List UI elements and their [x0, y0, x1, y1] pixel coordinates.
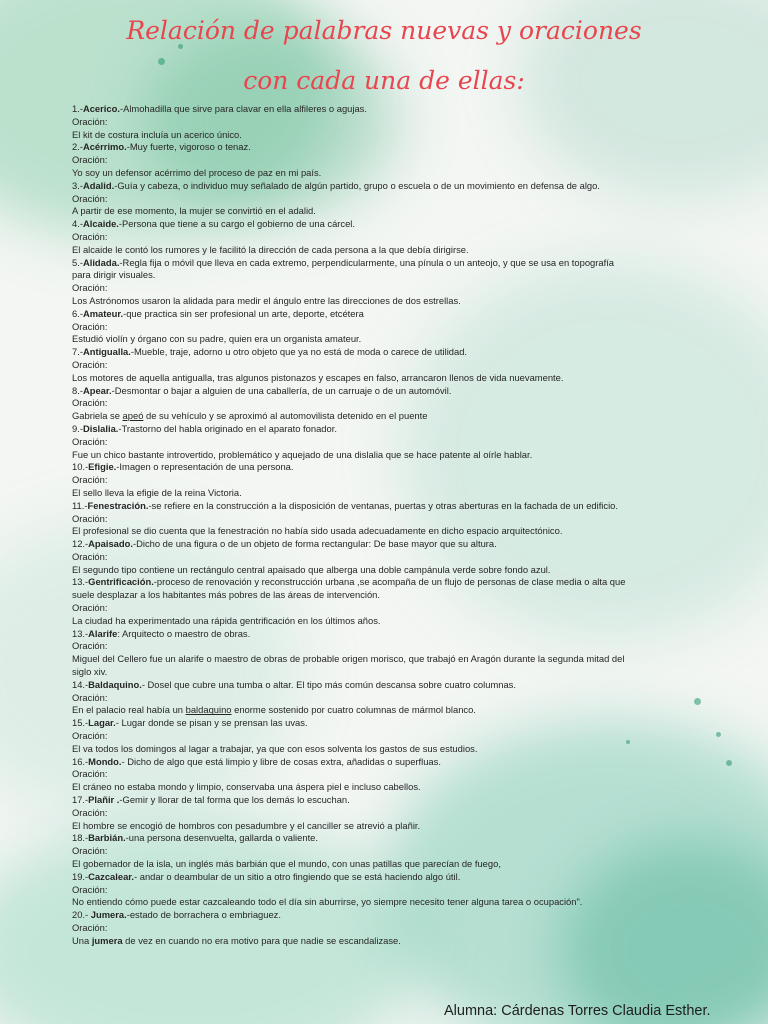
entry-definition	[72, 756, 632, 769]
entry-definition-text: -Desmontar o bajar a alguien de una caballería, de un carruaje o de un automóvil.	[111, 384, 452, 396]
entry-definition	[72, 794, 632, 807]
entry-number: 1.-	[72, 103, 83, 114]
entry-term: Plañir .	[88, 794, 120, 806]
oracion-label: Oración:	[72, 397, 108, 409]
entry-sentence: Fue un chico bastante introvertido, problemático y aquejado de una dislalia que se hace patente al oírle hablar.	[72, 448, 533, 460]
entry-term: Apear.	[82, 384, 112, 396]
entry-number: 6.-	[72, 307, 83, 319]
entry-sentence: Yo soy un defensor acérrimo del proceso de paz en mi país.	[72, 166, 322, 178]
oracion-label: Oración:	[72, 640, 108, 652]
entry-sentence	[72, 704, 632, 717]
entry-sentence: Miguel del Cellero fue un alarife o maestro de obras de probable origen morisco, que trabajó en Aragón durante la segunda mitad del siglo xiv.	[72, 653, 625, 678]
entry-definition	[72, 218, 632, 231]
oracion-label: Oración:	[72, 730, 108, 742]
entry-definition-text: : Arquitecto o maestro de obras.	[117, 627, 251, 639]
entry-definition	[72, 832, 632, 845]
entry-term: Dislalia.	[82, 422, 119, 434]
entry-number: 20.-	[72, 909, 89, 921]
entry-term: Acérrimo.	[82, 141, 127, 153]
entry-number: 5.-	[72, 256, 83, 268]
entry-term: Gentrificación.	[88, 576, 154, 588]
oracion-label: Oración:	[72, 845, 108, 857]
entry-term: Apaisado.	[88, 538, 133, 550]
entry-term: Efigie.	[88, 461, 117, 473]
sentence-part: Una	[72, 934, 92, 946]
entry-definition	[72, 871, 632, 884]
entry-definition-text: -Muy fuerte, vigoroso o tenaz.	[126, 141, 251, 153]
entry-number: 11.-	[72, 499, 88, 511]
oracion-label: Oración:	[72, 435, 108, 447]
entry-term: Antigualla.	[82, 346, 131, 358]
sentence-underlined-word: baldaquino	[185, 704, 232, 716]
entry-definition	[72, 500, 632, 513]
entry-term: Lagar.	[88, 717, 116, 729]
oracion-label: Oración:	[72, 320, 108, 332]
entry-number: 18.-	[72, 832, 89, 844]
entry-sentence: El profesional se dio cuenta que la fenestración no había sido usada adecuadamente en dicho espacio arquitectónico.	[72, 525, 563, 537]
entry-sentence: El kit de costura incluía un acerico único.	[72, 128, 242, 140]
sentence-part: Gabriela se	[72, 410, 123, 422]
entry-term: Jumera.	[88, 909, 127, 921]
entry-number: 7.-	[72, 346, 83, 358]
entry-sentence: El hombre se encogió de hombros con pesadumbre y el canciller se atrevió a plañir.	[72, 819, 421, 831]
entry-definition-text: -una persona desenvuelta, gallarda o valiente.	[125, 832, 318, 844]
entry-term: Alarife	[88, 627, 118, 639]
oracion-label: Oración:	[72, 768, 108, 780]
sentence-part: de su vehículo y se aproximó al automovilista detenido en el puente	[143, 410, 428, 422]
entry-sentence: A partir de ese momento, la mujer se convirtió en el adalid.	[72, 205, 316, 217]
entry-definition-text: -Persona que tiene a su cargo el gobierno de una cárcel.	[118, 218, 355, 230]
entry-definition	[72, 909, 632, 922]
entry-term: Alcaide.	[82, 218, 119, 230]
entry-definition-text: -Almohadilla que sirve para clavar en ella alfileres o agujas.	[119, 103, 367, 114]
entry-definition	[72, 308, 632, 321]
entry-number: 9.-	[72, 422, 83, 434]
oracion-label: Oración:	[72, 474, 108, 486]
entry-term: Adalid.	[82, 179, 115, 191]
entry-definition-text: -Regla fija o móvil que lleva en cada extremo, perpendicularmente, una pínula o un anteojo, y que se usa en topografía para dirigir visuales.	[72, 256, 615, 281]
entry-definition	[72, 180, 632, 193]
oracion-label: Oración:	[72, 550, 108, 562]
oracion-label: Oración:	[72, 282, 108, 294]
oracion-label: Oración:	[72, 806, 108, 818]
word-list	[72, 103, 632, 948]
student-name: Alumna: Cárdenas Torres Claudia Esther.	[444, 1003, 711, 1019]
entry-number: 13.-	[72, 627, 89, 639]
entry-sentence: Estudió violín y órgano con su padre, quien era un organista amateur.	[72, 333, 362, 345]
oracion-label: Oración:	[72, 154, 108, 166]
oracion-label: Oración:	[72, 192, 108, 204]
entry-definition-text: -Guía y cabeza, o individuo muy señalado de algún partido, grupo o escuela o de un movimiento en defensa de algo.	[114, 179, 600, 191]
entry-definition-text: -Trastorno del habla originado en el aparato fonador.	[118, 422, 337, 434]
entry-definition-text: -Gemir y llorar de tal forma que los demás lo escuchan.	[119, 794, 350, 806]
oracion-label: Oración:	[72, 358, 108, 370]
entry-definition-text: - Dosel que cubre una tumba o altar. El tipo más común descansa sobre cuatro columnas.	[141, 678, 516, 690]
entry-definition	[72, 538, 632, 551]
entry-term: Alidada.	[82, 256, 120, 268]
entry-definition-text: -Imagen o representación de una persona.	[116, 461, 294, 473]
entry-sentence: El va todos los domingos al lagar a trabajar, ya que con esos solventa los gastos de sus estudios.	[72, 742, 478, 754]
entry-number: 4.-	[72, 218, 83, 230]
oracion-label: Oración:	[72, 922, 108, 933]
entry-number: 8.-	[72, 384, 83, 396]
entry-number: 2.-	[72, 141, 83, 153]
entry-term: Acerico.	[82, 103, 120, 114]
entry-sentence: El alcaide le contó los rumores y le facilitó la dirección de cada persona a la que debía dirigirse.	[72, 243, 469, 255]
entry-definition-text: -que practica sin ser profesional un arte, deporte, etcétera	[123, 307, 364, 319]
sentence-part: de vez en cuando no era motivo para que nadie se escandalizase.	[122, 934, 401, 946]
oracion-label: Oración:	[72, 883, 108, 895]
entry-definition-text: - Dicho de algo que está limpio y libre de cosas extra, añadidas o superfluas.	[121, 755, 441, 767]
entry-definition-text: -Mueble, traje, adorno u otro objeto que ya no está de moda o carece de utilidad.	[130, 346, 468, 358]
entry-sentence: La ciudad ha experimentado una rápida gentrificación en los últimos años.	[72, 614, 381, 626]
entry-number: 3.-	[72, 179, 83, 191]
entry-sentence: Los motores de aquella antigualla, tras algunos pistonazos y escapes en falso, arrancaron llenos de vida nuevamente.	[72, 371, 564, 383]
oracion-label: Oración:	[72, 230, 108, 242]
entry-definition	[72, 461, 632, 474]
entry-definition	[72, 423, 632, 436]
entry-sentence: Los Astrónomos usaron la alidada para medir el ángulo entre las direcciones de dos estrellas.	[72, 294, 461, 306]
entry-definition	[72, 346, 632, 359]
entry-number: 17.-	[72, 794, 89, 806]
entry-definition	[72, 385, 632, 398]
entry-number: 15.-	[72, 717, 89, 729]
entry-definition-text: - Lugar donde se pisan y se prensan las uvas.	[115, 717, 308, 729]
entry-definition-text: -estado de borrachera o embriaguez.	[126, 909, 281, 921]
entry-definition-text: -se refiere en la construcción a la disposición de ventanas, puertas y otras aberturas en la fachada de un edificio.	[148, 499, 618, 511]
entry-definition	[72, 679, 632, 692]
entry-sentence: No entiendo cómo puede estar cazcaleando todo el día sin aburrirse, yo siempre necesito tener alguna tarea o ocupación".	[72, 896, 583, 908]
oracion-label: Oración:	[72, 691, 108, 703]
entry-number: 14.-	[72, 678, 89, 690]
entry-definition-text: - andar o deambular de un sitio a otro fingiendo que se está haciendo algo útil.	[134, 870, 461, 882]
entry-definition	[72, 257, 632, 283]
entry-number: 19.-	[72, 870, 89, 882]
entry-term: Fenestración.	[87, 499, 149, 511]
entry-number: 10.-	[72, 461, 89, 473]
entry-definition-text: -proceso de renovación y reconstrucción urbana ,se acompaña de un flujo de personas de clase media o alta que suele desplazar a los habitantes más pobres de las áreas de intervención.	[72, 576, 626, 601]
entry-sentence	[72, 410, 632, 423]
entry-definition	[72, 103, 632, 116]
entry-number: 16.-	[72, 755, 89, 767]
entry-term: Amateur.	[82, 307, 124, 319]
entry-term: Cazcalear.	[88, 870, 135, 882]
sentence-part: enorme sostenido por cuatro columnas de mármol blanco.	[231, 704, 476, 716]
oracion-label: Oración:	[72, 115, 108, 127]
entry-sentence: El gobernador de la isla, un inglés más barbián que el mundo, con unas patillas que parecían de fuego,	[72, 858, 501, 870]
entry-definition	[72, 717, 632, 730]
entry-definition	[72, 141, 632, 154]
entry-definition	[72, 628, 632, 641]
entry-term: Baldaquino.	[88, 678, 142, 690]
sentence-part: En el palacio real había un	[72, 704, 186, 716]
sentence-underlined-word: apeó	[122, 410, 144, 422]
entry-number: 13.-	[72, 576, 89, 588]
entry-sentence: El cráneo no estaba mondo y limpio, conservaba una áspera piel e incluso cabellos.	[72, 781, 421, 793]
title-line-1: Relación de palabras nuevas y oraciones	[126, 16, 642, 45]
oracion-label: Oración:	[72, 602, 108, 614]
entry-number: 12.-	[72, 538, 89, 550]
sentence-bold-word: jumera	[91, 934, 123, 946]
entry-sentence	[72, 935, 632, 948]
entry-definition-text: -Dicho de una figura o de un objeto de forma rectangular: De base mayor que su altura.	[132, 538, 497, 550]
entry-definition	[72, 576, 632, 602]
title-line-2: con cada una de ellas:	[243, 66, 525, 95]
entry-term: Mondo.	[88, 755, 122, 767]
oracion-label: Oración:	[72, 512, 108, 524]
entry-term: Barbián.	[88, 832, 126, 844]
entry-sentence: El sello lleva la efigie de la reina Victoria.	[72, 486, 242, 498]
entry-sentence: El segundo tipo contiene un rectángulo central apaisado que alberga una doble campánula verde sobre fondo azul.	[72, 563, 551, 575]
